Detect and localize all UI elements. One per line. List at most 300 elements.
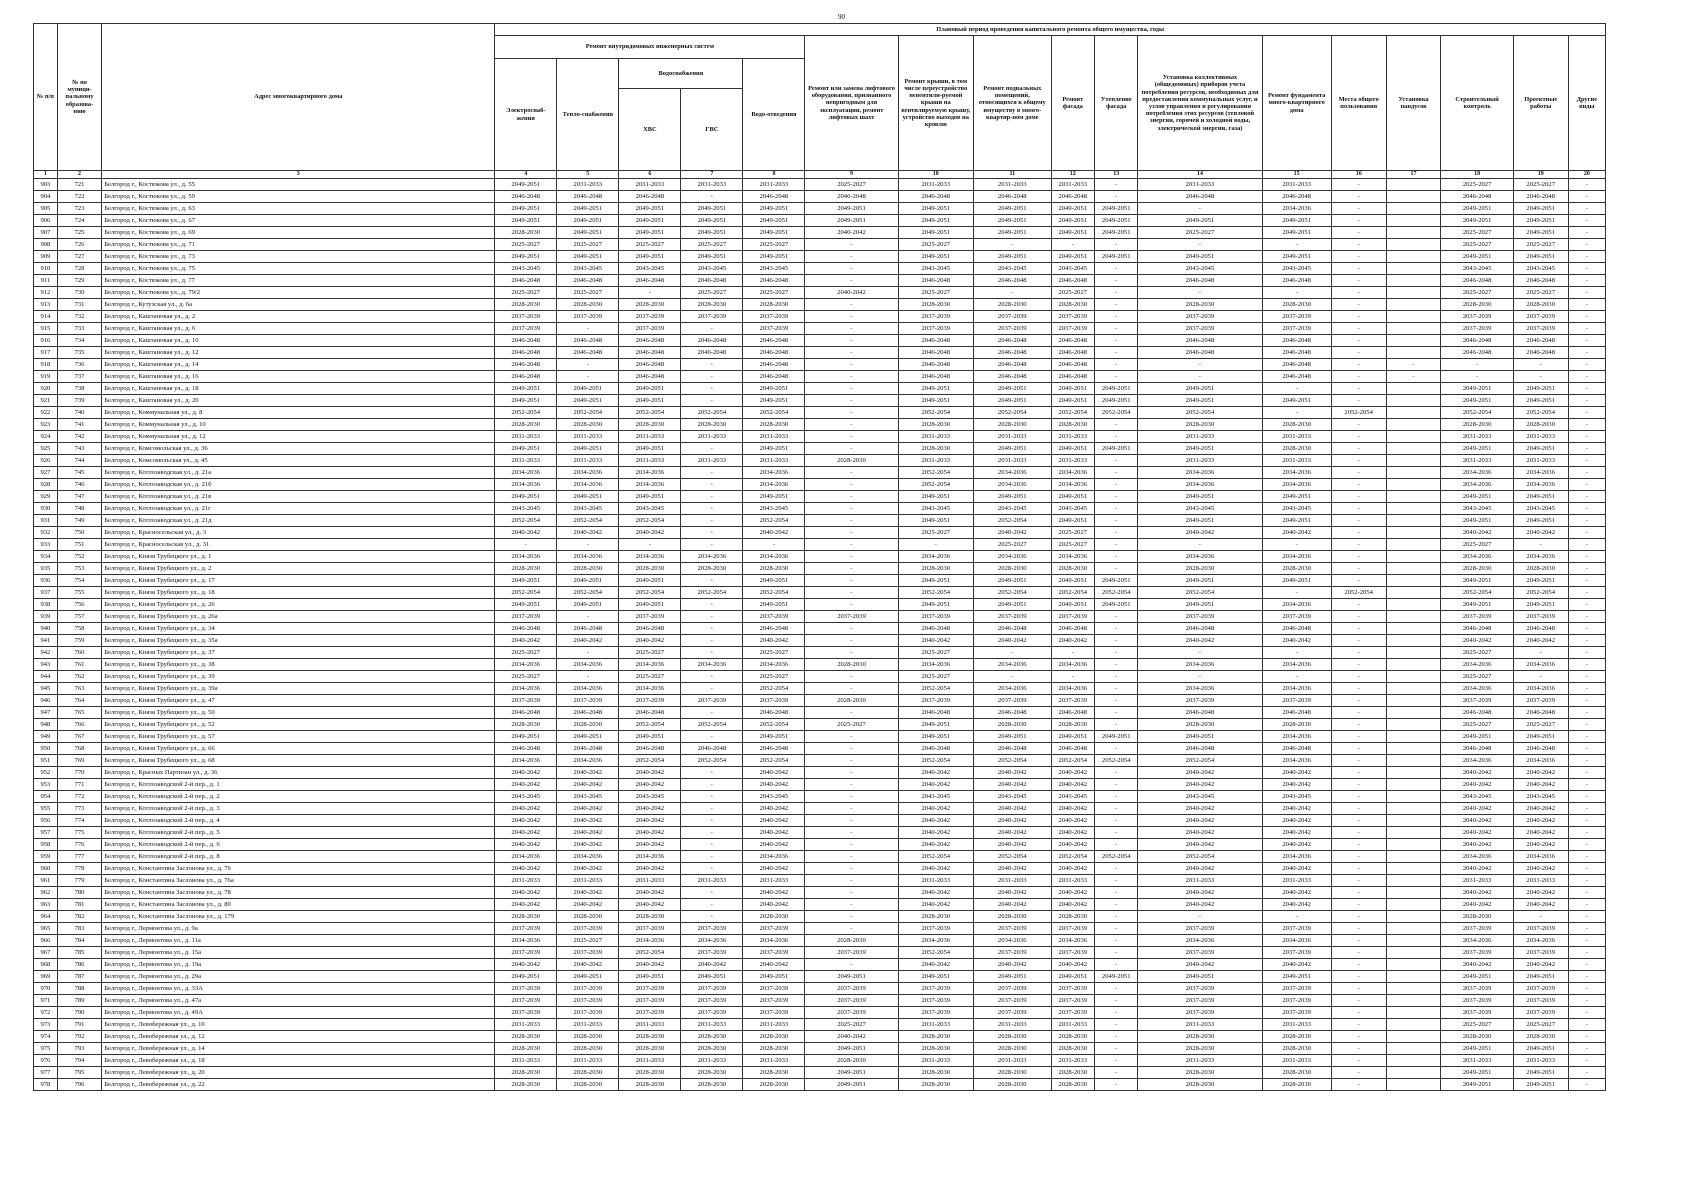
table-row — [34, 467, 1606, 479]
table-row — [34, 839, 1606, 851]
cell-design-works: 2049-2051 — [1513, 515, 1568, 527]
cell-insulation: - — [1095, 947, 1138, 959]
cell-municipal-num: 744 — [57, 455, 101, 467]
cell-ramps — [1386, 743, 1441, 755]
cell-address: Белгород г., Костюкова ул., д. 79/2 — [102, 287, 495, 299]
cell-municipal-num: 752 — [57, 551, 101, 563]
cell-design-works: 2025-2027 — [1513, 179, 1568, 191]
cell-address: Белгород г., Каштановая ул., д. 12 — [102, 347, 495, 359]
cell-facade: 2046-2048 — [1051, 191, 1094, 203]
cell-basement: 2034-2036 — [974, 467, 1052, 479]
table-row — [34, 719, 1606, 731]
table-row — [34, 215, 1606, 227]
cell-facade: 2043-2045 — [1051, 263, 1094, 275]
cell-elevator: - — [805, 767, 898, 779]
cell-heat: 2025-2027 — [557, 239, 619, 251]
cell-insulation: - — [1095, 371, 1138, 383]
cell-heat: 2034-2036 — [557, 755, 619, 767]
cell-design-works: 2046-2048 — [1513, 623, 1568, 635]
cell-ramps — [1386, 899, 1441, 911]
column-number: 6 — [619, 171, 681, 179]
column-number: 14 — [1138, 171, 1262, 179]
cell-electricity: 2049-2051 — [495, 383, 557, 395]
cell-heat: 2034-2036 — [557, 851, 619, 863]
cell-elevator: - — [805, 275, 898, 287]
cell-drainage: 2025-2027 — [743, 239, 805, 251]
cell-insulation: 2049-2051 — [1095, 251, 1138, 263]
cell-elevator: 2028-2030 — [805, 935, 898, 947]
cell-basement: 2028-2030 — [974, 1031, 1052, 1043]
cell-basement: 2046-2048 — [974, 371, 1052, 383]
cell-ramps — [1386, 1055, 1441, 1067]
cell-foundation: 2037-2039 — [1262, 311, 1331, 323]
cell-other: - — [1568, 563, 1605, 575]
cell-basement: 2046-2048 — [974, 275, 1052, 287]
cell-heat: 2040-2042 — [557, 959, 619, 971]
cell-meters: 2046-2048 — [1138, 335, 1262, 347]
table-header — [34, 24, 1606, 179]
cell-address: Белгород г., Котлозаводской 2-й пер., д. 8 — [102, 851, 495, 863]
cell-insulation: - — [1095, 191, 1138, 203]
cell-common-places: - — [1331, 515, 1386, 527]
cell-ramps: - — [1386, 359, 1441, 371]
cell-foundation: 2037-2039 — [1262, 611, 1331, 623]
cell-hot-water: 2046-2048 — [619, 623, 681, 635]
cell-basement: - — [974, 239, 1052, 251]
cell-hot-water: 2040-2042 — [619, 839, 681, 851]
cell-roof: 2028-2030 — [898, 299, 973, 311]
cell-facade: 2031-2033 — [1051, 179, 1094, 191]
cell-drainage: 2046-2048 — [743, 335, 805, 347]
cell-facade: 2049-2051 — [1051, 491, 1094, 503]
cell-design-works: 2049-2051 — [1513, 203, 1568, 215]
cell-facade: - — [1051, 671, 1094, 683]
cell-cold-water: 2052-2054 — [681, 719, 743, 731]
cell-municipal-num: 791 — [57, 1019, 101, 1031]
cell-hot-water: 2049-2051 — [619, 599, 681, 611]
cell-heat: 2028-2030 — [557, 419, 619, 431]
cell-insulation: - — [1095, 455, 1138, 467]
cell-foundation: 2028-2030 — [1262, 299, 1331, 311]
cell-row-num: 971 — [34, 995, 58, 1007]
cell-cold-water: - — [681, 827, 743, 839]
cell-design-works: 2049-2051 — [1513, 395, 1568, 407]
cell-facade: 2040-2042 — [1051, 767, 1094, 779]
cell-facade: 2037-2039 — [1051, 947, 1094, 959]
cell-facade: 2040-2042 — [1051, 779, 1094, 791]
cell-roof: 2046-2048 — [898, 275, 973, 287]
cell-meters: 2052-2054 — [1138, 755, 1262, 767]
cell-hot-water: 2046-2048 — [619, 743, 681, 755]
cell-heat: 2034-2036 — [557, 467, 619, 479]
cell-basement: 2040-2042 — [974, 839, 1052, 851]
cell-meters: 2040-2042 — [1138, 887, 1262, 899]
cell-municipal-num: 768 — [57, 743, 101, 755]
cell-roof: 2028-2030 — [898, 563, 973, 575]
cell-hot-water: 2031-2033 — [619, 431, 681, 443]
cell-hot-water: 2034-2036 — [619, 851, 681, 863]
cell-drainage: 2037-2039 — [743, 923, 805, 935]
cell-insulation: 2052-2054 — [1095, 587, 1138, 599]
cell-address: Белгород г., Князя Трубецкого ул., д. 39 — [102, 671, 495, 683]
cell-ramps — [1386, 455, 1441, 467]
table-row — [34, 659, 1606, 671]
cell-ramps — [1386, 191, 1441, 203]
cell-address: Белгород г., Костюкова ул., д. 69 — [102, 227, 495, 239]
cell-basement: 2049-2051 — [974, 395, 1052, 407]
cell-municipal-num: 727 — [57, 251, 101, 263]
cell-basement: 2052-2054 — [974, 851, 1052, 863]
cell-other: - — [1568, 455, 1605, 467]
cell-municipal-num: 743 — [57, 443, 101, 455]
cell-meters: - — [1138, 539, 1262, 551]
cell-construction-control: 2049-2051 — [1441, 383, 1513, 395]
cell-design-works: 2040-2042 — [1513, 803, 1568, 815]
cell-drainage: 2040-2042 — [743, 635, 805, 647]
cell-construction-control: 2040-2042 — [1441, 527, 1513, 539]
table-row — [34, 443, 1606, 455]
cell-meters: 2034-2036 — [1138, 479, 1262, 491]
cell-basement: 2028-2030 — [974, 911, 1052, 923]
cell-hot-water: 2040-2042 — [619, 863, 681, 875]
cell-elevator: - — [805, 335, 898, 347]
cell-address: Белгород г., Князя Трубецкого ул., д. 1 — [102, 551, 495, 563]
cell-heat: - — [557, 539, 619, 551]
cell-heat: 2046-2048 — [557, 335, 619, 347]
cell-roof: 2046-2048 — [898, 359, 973, 371]
cell-common-places: - — [1331, 707, 1386, 719]
cell-ramps — [1386, 923, 1441, 935]
column-number: 8 — [743, 171, 805, 179]
cell-construction-control: 2052-2054 — [1441, 587, 1513, 599]
cell-cold-water: 2049-2051 — [681, 227, 743, 239]
cell-roof: 2037-2039 — [898, 311, 973, 323]
cell-hot-water: - — [619, 539, 681, 551]
cell-insulation: - — [1095, 743, 1138, 755]
cell-address: Белгород г., Каштановая ул., д. 18 — [102, 383, 495, 395]
cell-row-num: 963 — [34, 899, 58, 911]
cell-drainage: 2037-2039 — [743, 323, 805, 335]
cell-basement: 2052-2054 — [974, 515, 1052, 527]
cell-cold-water: - — [681, 467, 743, 479]
cell-facade: 2040-2042 — [1051, 887, 1094, 899]
cell-electricity: 2025-2027 — [495, 239, 557, 251]
cell-municipal-num: 739 — [57, 395, 101, 407]
cell-other: - — [1568, 191, 1605, 203]
cell-construction-control: 2049-2051 — [1441, 491, 1513, 503]
cell-meters: 2028-2030 — [1138, 419, 1262, 431]
cell-construction-control: 2040-2042 — [1441, 887, 1513, 899]
cell-meters: 2049-2051 — [1138, 491, 1262, 503]
cell-electricity: 2034-2036 — [495, 755, 557, 767]
cell-meters: 2049-2051 — [1138, 971, 1262, 983]
cell-common-places: - — [1331, 767, 1386, 779]
cell-other: - — [1568, 239, 1605, 251]
cell-insulation: - — [1095, 515, 1138, 527]
cell-roof: 2049-2051 — [898, 719, 973, 731]
cell-municipal-num: 785 — [57, 947, 101, 959]
cell-facade: 2034-2036 — [1051, 659, 1094, 671]
cell-elevator: - — [805, 419, 898, 431]
cell-facade: 2049-2051 — [1051, 395, 1094, 407]
cell-row-num: 920 — [34, 383, 58, 395]
cell-other: - — [1568, 299, 1605, 311]
cell-meters: 2028-2030 — [1138, 299, 1262, 311]
cell-design-works: 2028-2030 — [1513, 563, 1568, 575]
cell-cold-water: - — [681, 395, 743, 407]
cell-heat: 2031-2033 — [557, 179, 619, 191]
cell-heat: 2043-2045 — [557, 263, 619, 275]
cell-address: Белгород г., Костюкова ул., д. 67 — [102, 215, 495, 227]
cell-facade: 2049-2051 — [1051, 599, 1094, 611]
cell-roof: 2028-2030 — [898, 1067, 973, 1079]
cell-insulation: - — [1095, 911, 1138, 923]
cell-row-num: 965 — [34, 923, 58, 935]
cell-construction-control: 2049-2051 — [1441, 1079, 1513, 1091]
cell-meters: 2037-2039 — [1138, 923, 1262, 935]
cell-other: - — [1568, 827, 1605, 839]
cell-other: - — [1568, 395, 1605, 407]
cell-heat: 2049-2051 — [557, 575, 619, 587]
cell-elevator: - — [805, 779, 898, 791]
cell-address: Белгород г., Князя Трубецкого ул., д. 66 — [102, 743, 495, 755]
cell-elevator: - — [805, 539, 898, 551]
table-row — [34, 419, 1606, 431]
cell-electricity: 2028-2030 — [495, 299, 557, 311]
cell-ramps — [1386, 299, 1441, 311]
cell-insulation: - — [1095, 923, 1138, 935]
cell-foundation: 2043-2045 — [1262, 503, 1331, 515]
cell-insulation: - — [1095, 539, 1138, 551]
cell-electricity: 2028-2030 — [495, 1043, 557, 1055]
cell-construction-control: 2049-2051 — [1441, 395, 1513, 407]
cell-ramps — [1386, 323, 1441, 335]
cell-construction-control: 2046-2048 — [1441, 623, 1513, 635]
cell-other: - — [1568, 887, 1605, 899]
table-row — [34, 551, 1606, 563]
table-row — [34, 311, 1606, 323]
cell-foundation: 2049-2051 — [1262, 515, 1331, 527]
cell-common-places: - — [1331, 911, 1386, 923]
cell-address: Белгород г., Лермонтова ул., д. 11а — [102, 935, 495, 947]
cell-construction-control: 2046-2048 — [1441, 335, 1513, 347]
header-insulation: Утепление фасада — [1095, 36, 1138, 171]
cell-roof: 2049-2051 — [898, 215, 973, 227]
cell-other: - — [1568, 863, 1605, 875]
cell-other: - — [1568, 911, 1605, 923]
cell-elevator: 2028-2030 — [805, 1055, 898, 1067]
cell-cold-water: 2040-2042 — [681, 959, 743, 971]
cell-meters: 2049-2051 — [1138, 443, 1262, 455]
cell-hot-water: 2040-2042 — [619, 779, 681, 791]
cell-other: - — [1568, 587, 1605, 599]
cell-elevator: 2025-2027 — [805, 1019, 898, 1031]
cell-address: Белгород г., Каштановая ул., д. 16 — [102, 371, 495, 383]
cell-design-works: 2037-2039 — [1513, 311, 1568, 323]
cell-foundation: - — [1262, 383, 1331, 395]
cell-heat: 2052-2054 — [557, 407, 619, 419]
cell-ramps — [1386, 1031, 1441, 1043]
cell-foundation: 2043-2045 — [1262, 791, 1331, 803]
cell-common-places: - — [1331, 1055, 1386, 1067]
cell-facade: 2025-2027 — [1051, 287, 1094, 299]
cell-other: - — [1568, 251, 1605, 263]
cell-hot-water: 2040-2042 — [619, 635, 681, 647]
cell-electricity: 2040-2042 — [495, 635, 557, 647]
cell-meters: 2034-2036 — [1138, 935, 1262, 947]
cell-foundation: 2040-2042 — [1262, 887, 1331, 899]
cell-drainage: 2049-2051 — [743, 203, 805, 215]
cell-roof: 2040-2042 — [898, 839, 973, 851]
cell-hot-water: 2049-2051 — [619, 971, 681, 983]
cell-address: Белгород г., Костюкова ул., д. 55 — [102, 179, 495, 191]
cell-heat: 2040-2042 — [557, 767, 619, 779]
column-number: 1 — [34, 171, 58, 179]
cell-facade: 2034-2036 — [1051, 935, 1094, 947]
cell-roof: 2049-2051 — [898, 383, 973, 395]
cell-basement: 2040-2042 — [974, 779, 1052, 791]
cell-ramps — [1386, 539, 1441, 551]
cell-construction-control: 2034-2036 — [1441, 851, 1513, 863]
cell-municipal-num: 772 — [57, 791, 101, 803]
cell-insulation: - — [1095, 1067, 1138, 1079]
cell-foundation: 2034-2036 — [1262, 755, 1331, 767]
cell-drainage: 2028-2030 — [743, 1043, 805, 1055]
cell-drainage: 2028-2030 — [743, 1031, 805, 1043]
cell-other: - — [1568, 263, 1605, 275]
cell-construction-control: 2040-2042 — [1441, 779, 1513, 791]
cell-drainage: 2040-2042 — [743, 767, 805, 779]
cell-roof: 2025-2027 — [898, 239, 973, 251]
cell-ramps — [1386, 443, 1441, 455]
cell-municipal-num: 789 — [57, 995, 101, 1007]
cell-basement: 2046-2048 — [974, 191, 1052, 203]
cell-basement: 2040-2042 — [974, 767, 1052, 779]
cell-design-works: 2043-2045 — [1513, 791, 1568, 803]
cell-basement: 2052-2054 — [974, 587, 1052, 599]
cell-elevator: - — [805, 587, 898, 599]
cell-other: - — [1568, 527, 1605, 539]
cell-foundation: 2049-2051 — [1262, 215, 1331, 227]
cell-hot-water: 2040-2042 — [619, 827, 681, 839]
cell-address: Белгород г., Князя Трубецкого ул., д. 47 — [102, 695, 495, 707]
cell-elevator: - — [805, 755, 898, 767]
cell-row-num: 970 — [34, 983, 58, 995]
cell-construction-control: 2025-2027 — [1441, 287, 1513, 299]
cell-insulation: 2049-2051 — [1095, 395, 1138, 407]
cell-roof: 2031-2033 — [898, 431, 973, 443]
cell-construction-control: 2040-2042 — [1441, 767, 1513, 779]
cell-insulation: 2049-2051 — [1095, 575, 1138, 587]
cell-municipal-num: 751 — [57, 539, 101, 551]
cell-construction-control: 2031-2033 — [1441, 431, 1513, 443]
cell-hot-water: - — [619, 287, 681, 299]
cell-basement: 2046-2048 — [974, 623, 1052, 635]
cell-foundation: - — [1262, 539, 1331, 551]
cell-cold-water: 2028-2030 — [681, 1031, 743, 1043]
cell-facade: 2031-2033 — [1051, 455, 1094, 467]
cell-other: - — [1568, 419, 1605, 431]
cell-insulation: - — [1095, 1079, 1138, 1091]
cell-construction-control: 2040-2042 — [1441, 863, 1513, 875]
cell-meters: 2049-2051 — [1138, 383, 1262, 395]
cell-ramps — [1386, 815, 1441, 827]
cell-basement: 2049-2051 — [974, 227, 1052, 239]
cell-roof: 2046-2048 — [898, 743, 973, 755]
cell-address: Белгород г., Кутузская ул., д. 6а — [102, 299, 495, 311]
cell-basement: 2031-2033 — [974, 455, 1052, 467]
cell-foundation: 2031-2033 — [1262, 431, 1331, 443]
cell-other: - — [1568, 599, 1605, 611]
cell-municipal-num: 782 — [57, 911, 101, 923]
cell-elevator: - — [805, 863, 898, 875]
cell-common-places: - — [1331, 1079, 1386, 1091]
cell-other: - — [1568, 203, 1605, 215]
table-row — [34, 431, 1606, 443]
cell-cold-water: 2046-2048 — [681, 743, 743, 755]
cell-cold-water: - — [681, 683, 743, 695]
cell-construction-control: 2025-2027 — [1441, 539, 1513, 551]
cell-row-num: 960 — [34, 863, 58, 875]
cell-hot-water: 2040-2042 — [619, 527, 681, 539]
cell-hot-water: 2046-2048 — [619, 359, 681, 371]
cell-meters: 2040-2042 — [1138, 899, 1262, 911]
cell-municipal-num: 776 — [57, 839, 101, 851]
cell-elevator: - — [805, 491, 898, 503]
cell-electricity: 2040-2042 — [495, 815, 557, 827]
cell-common-places: - — [1331, 275, 1386, 287]
cell-heat: 2049-2051 — [557, 251, 619, 263]
cell-foundation: 2031-2033 — [1262, 1019, 1331, 1031]
cell-design-works: 2028-2030 — [1513, 1031, 1568, 1043]
cell-row-num: 953 — [34, 779, 58, 791]
cell-facade: 2034-2036 — [1051, 467, 1094, 479]
cell-drainage: 2025-2027 — [743, 287, 805, 299]
header-elevator: Ремонт или замена лифтового оборудования, признанного непригодным для эксплуатации, ремонт лифтовых шахт — [805, 36, 898, 171]
cell-row-num: 922 — [34, 407, 58, 419]
cell-basement: 2031-2033 — [974, 875, 1052, 887]
cell-municipal-num: 762 — [57, 671, 101, 683]
cell-municipal-num: 771 — [57, 779, 101, 791]
cell-hot-water: 2031-2033 — [619, 179, 681, 191]
cell-electricity: 2052-2054 — [495, 407, 557, 419]
cell-row-num: 911 — [34, 275, 58, 287]
cell-meters: 2031-2033 — [1138, 431, 1262, 443]
cell-design-works: 2037-2039 — [1513, 1007, 1568, 1019]
cell-elevator: 2037-2039 — [805, 947, 898, 959]
cell-common-places: - — [1331, 1043, 1386, 1055]
cell-insulation: 2049-2051 — [1095, 215, 1138, 227]
cell-other: - — [1568, 347, 1605, 359]
cell-ramps — [1386, 575, 1441, 587]
cell-design-works: 2052-2054 — [1513, 407, 1568, 419]
cell-roof: 2052-2054 — [898, 407, 973, 419]
cell-meters: 2028-2030 — [1138, 563, 1262, 575]
cell-elevator: 2049-2051 — [805, 215, 898, 227]
cell-insulation: 2049-2051 — [1095, 383, 1138, 395]
cell-roof: 2028-2030 — [898, 1079, 973, 1091]
cell-design-works: 2031-2033 — [1513, 431, 1568, 443]
cell-heat: 2049-2051 — [557, 383, 619, 395]
cell-electricity: 2040-2042 — [495, 827, 557, 839]
cell-municipal-num: 738 — [57, 383, 101, 395]
table-row — [34, 731, 1606, 743]
cell-heat: 2028-2030 — [557, 911, 619, 923]
cell-elevator: - — [805, 431, 898, 443]
cell-row-num: 929 — [34, 491, 58, 503]
cell-facade: 2049-2051 — [1051, 515, 1094, 527]
cell-address: Белгород г., Князя Трубецкого ул., д. 18 — [102, 587, 495, 599]
